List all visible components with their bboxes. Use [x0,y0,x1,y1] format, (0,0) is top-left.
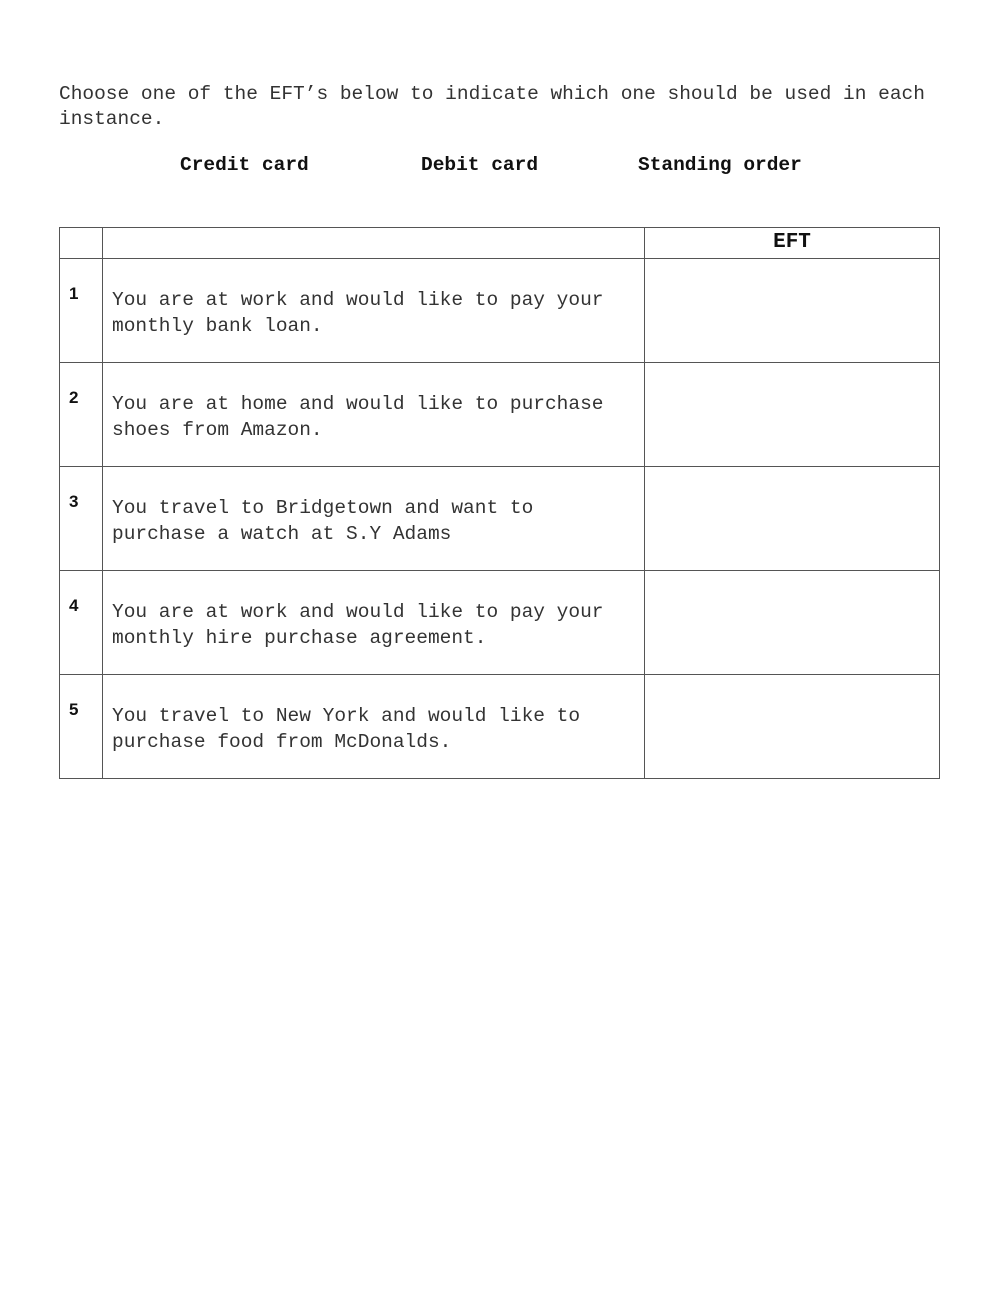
row-number-cell [60,363,103,467]
row-number: 1 [69,284,79,303]
table-row [60,467,940,571]
eft-answer-cell[interactable] [645,259,940,363]
row-number: 3 [69,492,79,511]
table-row [60,675,940,779]
row-number-cell [60,259,103,363]
eft-answer-cell[interactable] [645,571,940,675]
scenario-text: You travel to Bridgetown and want to purchase a watch at S.Y Adams [112,497,534,545]
scenario-cell [103,259,645,363]
instructions-text: Choose one of the EFT’s below to indicate which one should be used in each instance. [59,83,925,130]
scenario-text: You are at work and would like to pay your monthly hire purchase agreement. [112,601,604,649]
option-debit-card: Debit card [421,154,539,176]
header-eft: EFT [645,228,940,259]
scenario-cell [103,363,645,467]
eft-answer-cell[interactable] [645,363,940,467]
header-scenario [103,228,645,259]
option-standing-order: Standing order [638,154,802,176]
table-row [60,259,940,363]
eft-options [0,154,1000,180]
row-number: 4 [69,596,79,615]
scenario-cell [103,675,645,779]
row-number-cell [60,675,103,779]
scenario-text: You travel to New York and would like to purchase food from McDonalds. [112,705,581,753]
row-number-cell [60,571,103,675]
option-credit-card: Credit card [180,154,309,176]
table-header-row [60,228,940,259]
scenario-cell [103,571,645,675]
scenario-cell [103,467,645,571]
row-number-cell [60,467,103,571]
eft-answer-cell[interactable] [645,467,940,571]
table-row [60,363,940,467]
scenario-text: You are at home and would like to purchase shoes from Amazon. [112,393,604,441]
eft-table [59,227,940,779]
header-number [60,228,103,259]
row-number: 5 [69,700,79,719]
eft-answer-cell[interactable] [645,675,940,779]
table-row [60,571,940,675]
row-number: 2 [69,388,79,407]
scenario-text: You are at work and would like to pay your monthly bank loan. [112,289,604,337]
